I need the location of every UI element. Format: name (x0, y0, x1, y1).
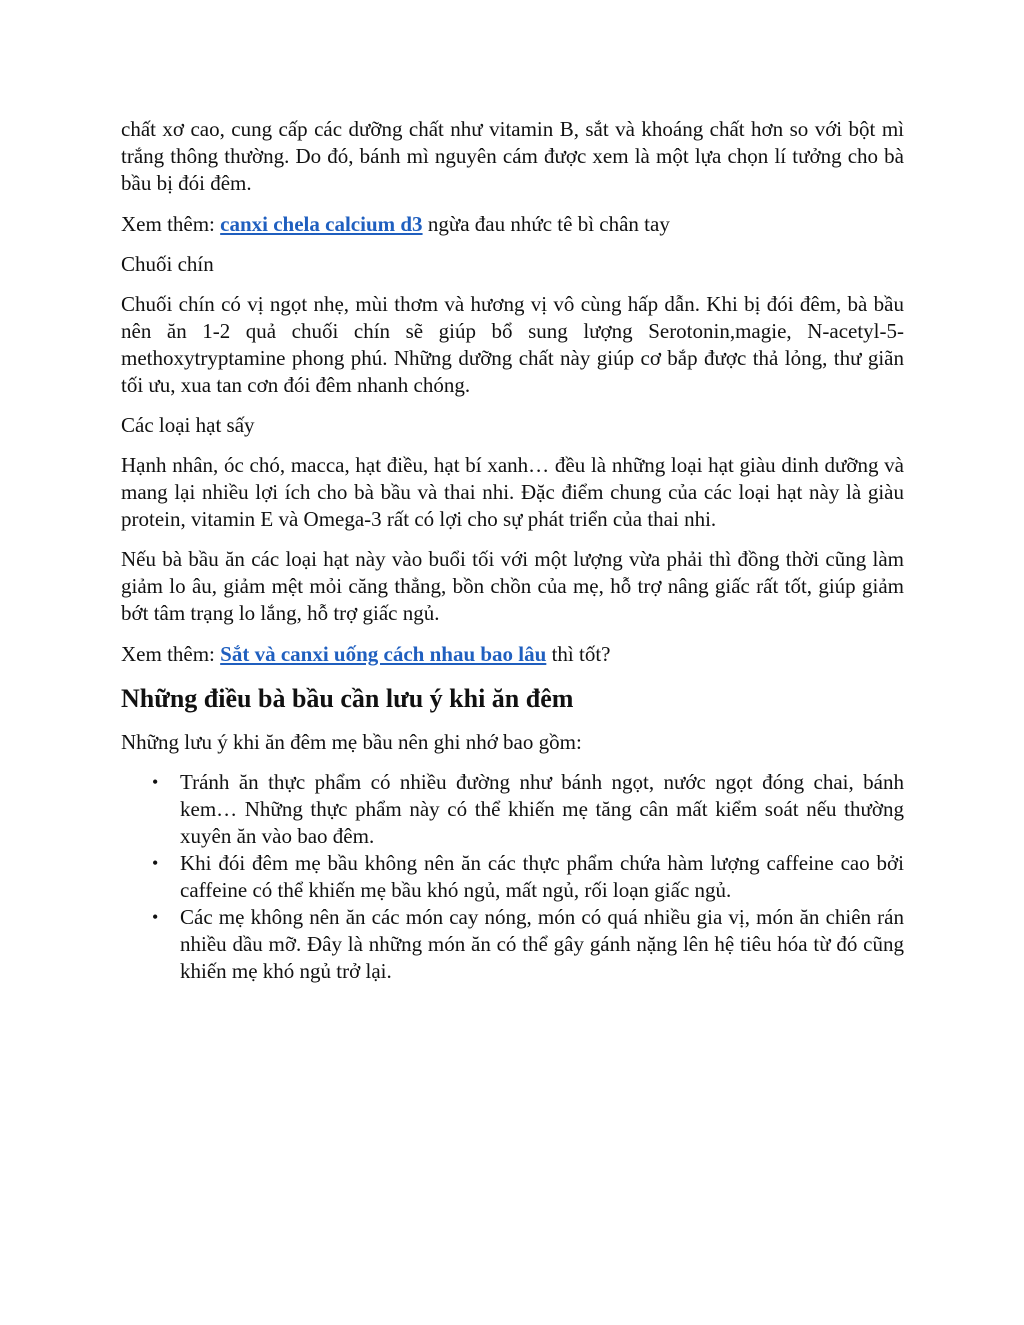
list-item (121, 850, 904, 904)
paragraph-nuts-1: Hạnh nhân, óc chó, macca, hạt điều, hạt bí xanh… đều là những loại hạt giàu dinh dưỡng và mang lại nhiều lợi ích cho bà bầu và thai nhi. Đặc điểm chung của các loại hạt này là giàu protein, vitamin E và Omega-3 rất có lợi cho sự phát triển của thai nhi. (121, 453, 904, 531)
bullet-icon: • (152, 907, 159, 927)
list-item-text: Tránh ăn thực phẩm có nhiều đường như bánh ngọt, nước ngọt đóng chai, bánh kem… Những thực phẩm này có thể khiến mẹ tăng cân mất kiểm soát nếu thường xuyên ăn vào bao đêm. (180, 770, 904, 848)
list-item (121, 769, 904, 850)
see-more-line-1 (121, 211, 904, 238)
list-item (121, 904, 904, 985)
document-page (121, 116, 904, 985)
paragraph-whole-wheat-bread: chất xơ cao, cung cấp các dưỡng chất như vitamin B, sắt và khoáng chất hơn so với bột mì trắng thông thường. Do đó, bánh mì nguyên cám được xem là một lựa chọn lí tưởng cho bà bầu bị đói đêm. (121, 117, 904, 195)
paragraph-nuts-2: Nếu bà bầu ăn các loại hạt này vào buổi tối với một lượng vừa phải thì đồng thời cũng làm giảm lo âu, giảm mệt mỏi căng thẳng, bồn chồn của mẹ, hỗ trợ nâng giấc rất tốt, giúp giảm bớt tâm trạng lo lắng, hỗ trợ giấc ngủ. (121, 547, 904, 625)
see-more-line-2 (121, 641, 904, 668)
subheading-nuts: Các loại hạt sấy (121, 413, 255, 437)
section-intro: Những lưu ý khi ăn đêm mẹ bầu nên ghi nhớ bao gồm: (121, 730, 582, 754)
see-more-prefix: Xem thêm: (121, 212, 221, 236)
notes-list (121, 769, 904, 985)
bullet-icon: • (152, 772, 159, 792)
link-sat-va-canxi[interactable]: Sắt và canxi uống cách nhau bao lâu (220, 642, 547, 666)
subheading-banana: Chuối chín (121, 252, 214, 276)
link-canxi-chela[interactable]: canxi chela calcium d3 (220, 212, 423, 236)
see-more-suffix: thì tốt? (546, 642, 611, 666)
list-item-text: Các mẹ không nên ăn các món cay nóng, món có quá nhiều gia vị, món ăn chiên rán nhiều dầu mỡ. Đây là những món ăn có thể gây gánh nặng lên hệ tiêu hóa từ đó cũng khiến mẹ khó ngủ trở lại. (180, 905, 904, 983)
paragraph-banana: Chuối chín có vị ngọt nhẹ, mùi thơm và hương vị vô cùng hấp dẫn. Khi bị đói đêm, bà bầu nên ăn 1-2 quả chuối chín sẽ giúp bổ sung lượng Serotonin,magie, N-acetyl-5-methoxytryptamine phong phú. Những dưỡng chất này giúp cơ bắp được thả lỏng, thư giãn tối ưu, xua tan cơn đói đêm nhanh chóng. (121, 292, 904, 397)
bullet-icon: • (152, 853, 159, 873)
section-title: Những điều bà bầu cần lưu ý khi ăn đêm (121, 684, 574, 713)
see-more-suffix: ngừa đau nhức tê bì chân tay (422, 212, 670, 236)
list-item-text: Khi đói đêm mẹ bầu không nên ăn các thực phẩm chứa hàm lượng caffeine cao bởi caffeine có thể khiến mẹ bầu khó ngủ, mất ngủ, rối loạn giấc ngủ. (180, 851, 904, 902)
see-more-prefix: Xem thêm: (121, 642, 221, 666)
